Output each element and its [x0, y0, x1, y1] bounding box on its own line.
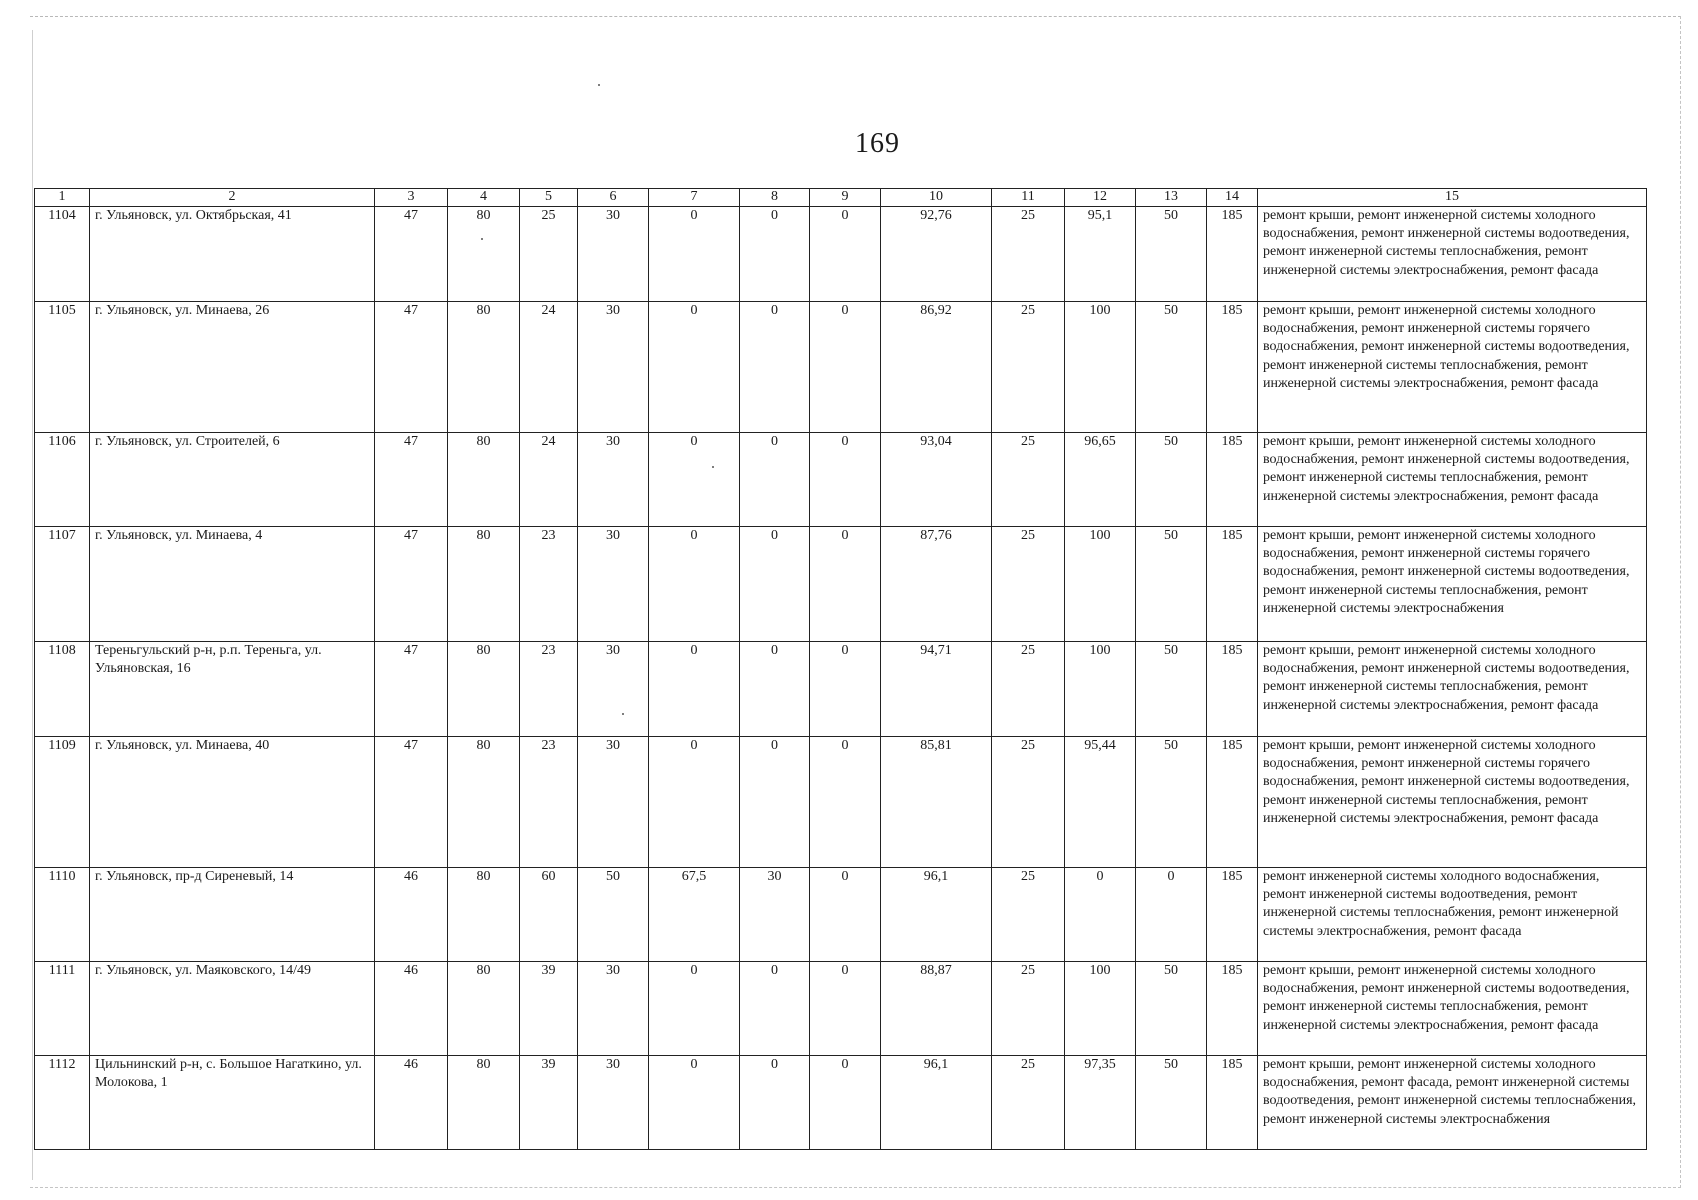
value-cell: 30	[578, 302, 649, 433]
value-cell: 25	[992, 868, 1065, 962]
value-cell: 185	[1207, 302, 1258, 433]
address-cell: г. Ульяновск, ул. Минаева, 40	[90, 737, 375, 868]
table-row	[35, 642, 1647, 737]
value-cell: 0	[810, 1056, 881, 1150]
column-header: 5	[520, 189, 578, 207]
value-cell: 50	[1136, 527, 1207, 642]
value-cell: 25	[992, 433, 1065, 527]
value-cell: 0	[649, 207, 740, 302]
value-cell: 50	[1136, 962, 1207, 1056]
value-cell: 0	[649, 1056, 740, 1150]
value-cell: 0	[810, 737, 881, 868]
value-cell: 46	[375, 962, 448, 1056]
value-cell: 87,76	[881, 527, 992, 642]
value-cell: 96,1	[881, 1056, 992, 1150]
value-cell: 0	[649, 302, 740, 433]
row-number: 1112	[35, 1056, 90, 1150]
value-cell: 0	[740, 527, 810, 642]
table-row	[35, 527, 1647, 642]
row-number: 1107	[35, 527, 90, 642]
value-cell: 95,44	[1065, 737, 1136, 868]
value-cell: 30	[578, 433, 649, 527]
value-cell: 67,5	[649, 868, 740, 962]
value-cell: 46	[375, 868, 448, 962]
value-cell: 100	[1065, 962, 1136, 1056]
value-cell: 85,81	[881, 737, 992, 868]
value-cell: 0	[740, 642, 810, 737]
value-cell: 0	[810, 868, 881, 962]
row-number: 1106	[35, 433, 90, 527]
value-cell: 60	[520, 868, 578, 962]
value-cell: 30	[578, 207, 649, 302]
value-cell: 185	[1207, 962, 1258, 1056]
value-cell: 100	[1065, 527, 1136, 642]
value-cell: 95,1	[1065, 207, 1136, 302]
value-cell: 24	[520, 302, 578, 433]
value-cell: 0	[740, 1056, 810, 1150]
value-cell: 0	[810, 433, 881, 527]
value-cell: 96,1	[881, 868, 992, 962]
address-cell: г. Ульяновск, ул. Маяковского, 14/49	[90, 962, 375, 1056]
works-list-cell: ремонт крыши, ремонт инженерной системы холодного водоснабжения, ремонт инженерной системы водоотведения, ремонт инженерной системы теплоснабжения, ремонт инженерной системы электроснабжения, ремонт фасада	[1258, 962, 1647, 1056]
table-row	[35, 1056, 1647, 1150]
value-cell: 25	[520, 207, 578, 302]
value-cell: 25	[992, 962, 1065, 1056]
table-row	[35, 868, 1647, 962]
value-cell: 50	[1136, 302, 1207, 433]
address-cell: г. Ульяновск, ул. Минаева, 26	[90, 302, 375, 433]
value-cell: 47	[375, 527, 448, 642]
value-cell: 30	[578, 1056, 649, 1150]
column-header: 3	[375, 189, 448, 207]
value-cell: 88,87	[881, 962, 992, 1056]
value-cell: 24	[520, 433, 578, 527]
value-cell: 30	[740, 868, 810, 962]
works-list-cell: ремонт крыши, ремонт инженерной системы холодного водоснабжения, ремонт инженерной системы горячего водоснабжения, ремонт инженерной системы водоотведения, ремонт инженерной системы теплоснабжения, ремонт инженерной системы электроснабжения, ремонт фасада	[1258, 737, 1647, 868]
column-header: 7	[649, 189, 740, 207]
column-header: 8	[740, 189, 810, 207]
works-list-cell: ремонт крыши, ремонт инженерной системы холодного водоснабжения, ремонт инженерной системы водоотведения, ремонт инженерной системы теплоснабжения, ремонт инженерной системы электроснабжения, ремонт фасада	[1258, 642, 1647, 737]
value-cell: 185	[1207, 868, 1258, 962]
column-header: 11	[992, 189, 1065, 207]
value-cell: 185	[1207, 642, 1258, 737]
value-cell: 93,04	[881, 433, 992, 527]
address-cell: г. Ульяновск, ул. Минаева, 4	[90, 527, 375, 642]
column-header: 4	[448, 189, 520, 207]
value-cell: 50	[1136, 1056, 1207, 1150]
value-cell: 0	[810, 207, 881, 302]
value-cell: 25	[992, 207, 1065, 302]
value-cell: 0	[649, 527, 740, 642]
value-cell: 23	[520, 737, 578, 868]
value-cell: 0	[740, 737, 810, 868]
value-cell: 50	[1136, 207, 1207, 302]
value-cell: 50	[578, 868, 649, 962]
row-number: 1105	[35, 302, 90, 433]
scan-speck	[598, 84, 600, 86]
value-cell: 25	[992, 527, 1065, 642]
value-cell: 94,71	[881, 642, 992, 737]
column-header: 1	[35, 189, 90, 207]
value-cell: 0	[649, 433, 740, 527]
value-cell: 47	[375, 433, 448, 527]
column-header: 13	[1136, 189, 1207, 207]
table-row	[35, 207, 1647, 302]
value-cell: 30	[578, 642, 649, 737]
value-cell: 100	[1065, 302, 1136, 433]
value-cell: 30	[578, 527, 649, 642]
value-cell: 46	[375, 1056, 448, 1150]
value-cell: 30	[578, 737, 649, 868]
column-header: 14	[1207, 189, 1258, 207]
value-cell: 23	[520, 527, 578, 642]
works-list-cell: ремонт инженерной системы холодного водоснабжения, ремонт инженерной системы водоотведения, ремонт инженерной системы теплоснабжения, ремонт инженерной системы электроснабжения, ремонт фасада	[1258, 868, 1647, 962]
value-cell: 39	[520, 962, 578, 1056]
value-cell: 25	[992, 302, 1065, 433]
value-cell: 47	[375, 207, 448, 302]
address-cell: Цильнинский р-н, с. Большое Нагаткино, ул. Молокова, 1	[90, 1056, 375, 1150]
value-cell: 0	[649, 642, 740, 737]
row-number: 1104	[35, 207, 90, 302]
address-cell: г. Ульяновск, пр-д Сиреневый, 14	[90, 868, 375, 962]
value-cell: 80	[448, 1056, 520, 1150]
value-cell: 80	[448, 527, 520, 642]
value-cell: 0	[649, 962, 740, 1056]
value-cell: 39	[520, 1056, 578, 1150]
column-header: 15	[1258, 189, 1647, 207]
column-header: 9	[810, 189, 881, 207]
value-cell: 80	[448, 868, 520, 962]
value-cell: 50	[1136, 433, 1207, 527]
address-cell: Тереньгульский р-н, р.п. Тереньга, ул. Ульяновская, 16	[90, 642, 375, 737]
value-cell: 100	[1065, 642, 1136, 737]
value-cell: 92,76	[881, 207, 992, 302]
value-cell: 47	[375, 302, 448, 433]
value-cell: 0	[810, 642, 881, 737]
scan-frame-left-edge	[32, 30, 33, 1180]
works-list-cell: ремонт крыши, ремонт инженерной системы холодного водоснабжения, ремонт фасада, ремонт инженерной системы водоотведения, ремонт инженерной системы теплоснабжения, ремонт инженерной системы электроснабжения	[1258, 1056, 1647, 1150]
table-row	[35, 962, 1647, 1056]
row-number: 1108	[35, 642, 90, 737]
works-list-cell: ремонт крыши, ремонт инженерной системы холодного водоснабжения, ремонт инженерной системы горячего водоснабжения, ремонт инженерной системы водоотведения, ремонт инженерной системы теплоснабжения, ремонт инженерной системы электроснабжения	[1258, 527, 1647, 642]
row-number: 1111	[35, 962, 90, 1056]
value-cell: 0	[810, 527, 881, 642]
value-cell: 185	[1207, 207, 1258, 302]
value-cell: 25	[992, 737, 1065, 868]
value-cell: 185	[1207, 433, 1258, 527]
value-cell: 96,65	[1065, 433, 1136, 527]
value-cell: 0	[740, 302, 810, 433]
table-row	[35, 737, 1647, 868]
works-list-cell: ремонт крыши, ремонт инженерной системы холодного водоснабжения, ремонт инженерной системы горячего водоснабжения, ремонт инженерной системы водоотведения, ремонт инженерной системы теплоснабжения, ремонт инженерной системы электроснабжения, ремонт фасада	[1258, 302, 1647, 433]
works-list-cell: ремонт крыши, ремонт инженерной системы холодного водоснабжения, ремонт инженерной системы водоотведения, ремонт инженерной системы теплоснабжения, ремонт инженерной системы электроснабжения, ремонт фасада	[1258, 207, 1647, 302]
value-cell: 0	[649, 737, 740, 868]
table-row	[35, 302, 1647, 433]
value-cell: 86,92	[881, 302, 992, 433]
value-cell: 23	[520, 642, 578, 737]
value-cell: 185	[1207, 737, 1258, 868]
value-cell: 80	[448, 207, 520, 302]
value-cell: 50	[1136, 642, 1207, 737]
table-row	[35, 433, 1647, 527]
row-number: 1109	[35, 737, 90, 868]
value-cell: 0	[740, 433, 810, 527]
value-cell: 80	[448, 962, 520, 1056]
value-cell: 47	[375, 642, 448, 737]
page-number: 169	[855, 128, 900, 159]
value-cell: 80	[448, 433, 520, 527]
value-cell: 0	[1065, 868, 1136, 962]
column-header: 2	[90, 189, 375, 207]
value-cell: 97,35	[1065, 1056, 1136, 1150]
address-cell: г. Ульяновск, ул. Октябрьская, 41	[90, 207, 375, 302]
value-cell: 25	[992, 642, 1065, 737]
value-cell: 80	[448, 302, 520, 433]
value-cell: 0	[1136, 868, 1207, 962]
value-cell: 185	[1207, 527, 1258, 642]
value-cell: 0	[810, 302, 881, 433]
value-cell: 47	[375, 737, 448, 868]
column-header: 6	[578, 189, 649, 207]
column-header: 12	[1065, 189, 1136, 207]
value-cell: 0	[740, 207, 810, 302]
registry-table	[34, 188, 1647, 1150]
column-header: 10	[881, 189, 992, 207]
address-cell: г. Ульяновск, ул. Строителей, 6	[90, 433, 375, 527]
value-cell: 0	[810, 962, 881, 1056]
value-cell: 80	[448, 642, 520, 737]
row-number: 1110	[35, 868, 90, 962]
value-cell: 185	[1207, 1056, 1258, 1150]
value-cell: 50	[1136, 737, 1207, 868]
table-header-row	[35, 189, 1647, 207]
value-cell: 30	[578, 962, 649, 1056]
value-cell: 25	[992, 1056, 1065, 1150]
works-list-cell: ремонт крыши, ремонт инженерной системы холодного водоснабжения, ремонт инженерной системы водоотведения, ремонт инженерной системы теплоснабжения, ремонт инженерной системы электроснабжения, ремонт фасада	[1258, 433, 1647, 527]
value-cell: 80	[448, 737, 520, 868]
value-cell: 0	[740, 962, 810, 1056]
